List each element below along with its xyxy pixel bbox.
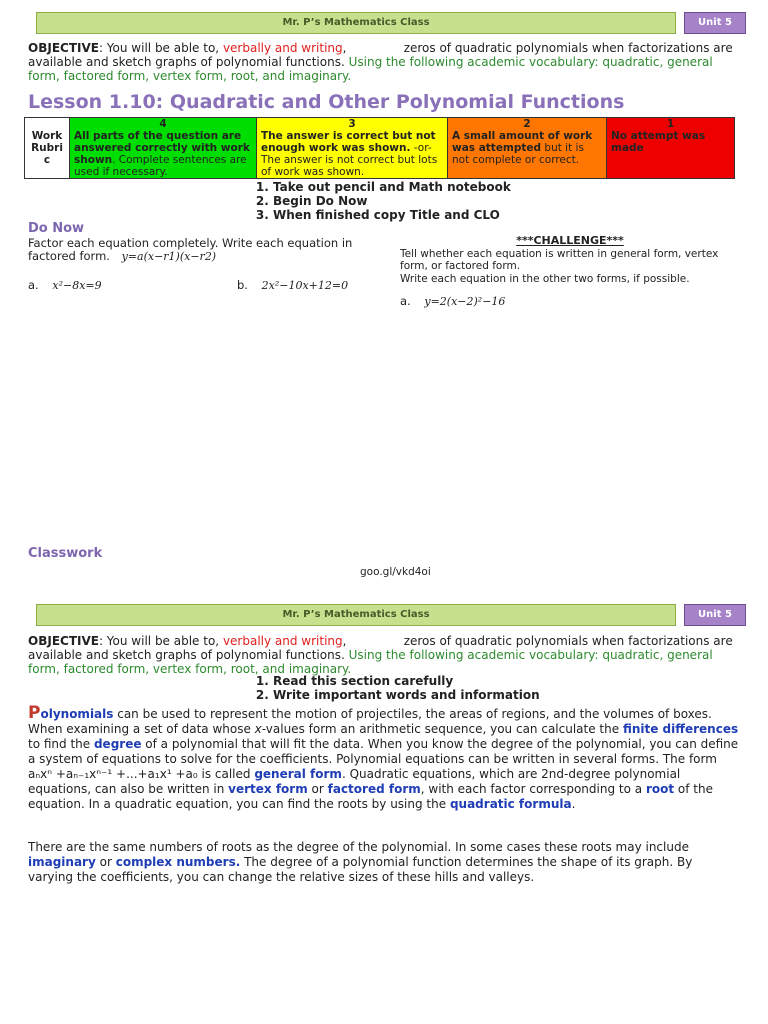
do-now-instructions <box>28 237 368 263</box>
unit-label: Unit 5 <box>698 609 732 620</box>
objective-vocabulary: Using the following academic vocabulary: quadratic, general form, factored form, vertex form, root, and imaginary. <box>28 648 713 676</box>
step-item: 2. Write important words and information <box>273 688 540 702</box>
rubric-text: . Complete sentences are used if necessary. <box>74 154 247 178</box>
paragraph-text: is called <box>197 767 255 781</box>
problem-b <box>237 279 348 292</box>
rubric-col-3 <box>257 118 448 179</box>
paragraph-text: . <box>571 797 576 811</box>
keyword: imaginary <box>28 855 96 869</box>
keyword: general form <box>254 767 342 781</box>
steps-list-1 <box>255 180 511 222</box>
rubric-bold: The answer is correct but not enough work was shown. <box>261 130 436 154</box>
paragraph-text: The degree of a polynomial function determines the shape of its graph. By varying the coefficients, you can change the relative sizes of these hills and valleys. <box>28 855 693 884</box>
objective-highlight: verbally and writing <box>222 634 343 648</box>
keyword: olynomials <box>40 707 114 721</box>
keyword: finite differences <box>622 722 739 736</box>
classwork-link[interactable]: goo.gl/vkd4oi <box>360 566 431 578</box>
class-title-banner <box>36 12 676 34</box>
paragraph-text: , with each factor corresponding to a <box>420 782 646 796</box>
work-rubric <box>24 117 735 179</box>
factored-form-equation: y=a(x−r1)(x−r2) <box>121 250 217 263</box>
classwork-heading: Classwork <box>28 546 103 561</box>
rubric-bold: A small amount of work was attempted <box>452 130 593 154</box>
rubric-col-1 <box>607 118 735 179</box>
step-item: 1. Read this section carefully <box>273 674 540 688</box>
paragraph-text: of the equation. In a quadratic equation, you can find the roots by using the <box>28 782 713 811</box>
lesson-title: Lesson 1.10: Quadratic and Other Polynomial Functions <box>28 91 625 113</box>
problem-label: a. <box>400 294 411 308</box>
keyword: root <box>645 782 675 796</box>
problem-label: b. <box>237 278 248 292</box>
objective-text: : You will be able to, <box>98 634 223 648</box>
rubric-col-2 <box>448 118 607 179</box>
paragraph-text: of a polynomial that will fit the data. When you know the degree of the polynomial, you can define a system of equations to solve for the coefficients. Polynomial equations can be written in several forms. The form <box>28 737 739 766</box>
objective-label: OBJECTIVE <box>28 41 99 55</box>
paragraph-text: to find the <box>28 737 94 751</box>
reading-paragraph-1 <box>28 703 740 812</box>
rubric-score: 3 <box>348 118 356 130</box>
step-item: 1. Take out pencil and Math notebook <box>273 180 511 194</box>
problem-equation: 2x²−10x+12=0 <box>261 279 349 292</box>
problem-a <box>28 279 102 292</box>
do-now-text: Factor each equation completely. Write each equation in factored form. <box>28 236 353 263</box>
challenge-line-2: Write each equation in the other two forms, if possible. <box>400 272 690 285</box>
keyword: degree <box>93 737 142 751</box>
paragraph-text: can be used to represent the motion of projectiles, the areas of regions, and the volumes of boxes. When examining a set of data whose <box>28 707 712 736</box>
objective-highlight: verbally and writing <box>222 41 343 55</box>
rubric-col-4 <box>70 118 257 179</box>
keyword: vertex form <box>228 782 308 796</box>
drop-initial: P <box>28 703 41 723</box>
rubric-bold: All parts of the question are answered correctly with work shown <box>74 130 250 166</box>
objective-2 <box>28 634 740 676</box>
objective <box>28 41 740 83</box>
rubric-score: 2 <box>523 118 531 130</box>
rubric-text: but it is not complete or correct. <box>452 142 584 166</box>
problem-equation: x²−8x=9 <box>52 279 102 292</box>
rubric-score: 4 <box>159 118 167 130</box>
step-item: 3. When finished copy Title and CLO <box>273 208 511 222</box>
reading-paragraph-2 <box>28 840 740 885</box>
paragraph-text: or <box>307 782 328 796</box>
paragraph-text: There are the same numbers of roots as the degree of the polynomial. In some cases these roots may include <box>28 840 689 854</box>
keyword: complex numbers. <box>115 855 241 869</box>
class-title-banner-2 <box>36 604 676 626</box>
rubric-text: -or- The answer is not correct but lots of work was shown. <box>261 142 438 178</box>
unit-label: Unit 5 <box>698 17 732 28</box>
challenge-title: ***CHALLENGE*** <box>516 234 624 247</box>
challenge-problem-a <box>400 295 740 309</box>
challenge-line-1: Tell whether each equation is written in general form, vertex form, or factored form. <box>400 247 719 272</box>
keyword: quadratic formula <box>449 797 572 811</box>
class-title: Mr. P’s Mathematics Class <box>282 17 430 28</box>
step-item: 2. Begin Do Now <box>273 194 511 208</box>
general-form-formula: aₙxⁿ +aₙ₋₁xⁿ⁻¹ +...+a₁x¹ +a₀ <box>28 767 198 781</box>
objective-vocabulary: Using the following academic vocabulary: quadratic, general form, factored form, vertex form, root, and imaginary. <box>28 55 713 83</box>
rubric-label: Work Rubri c <box>25 118 70 179</box>
objective-label: OBJECTIVE <box>28 634 99 648</box>
objective-text: : You will be able to, <box>98 41 223 55</box>
unit-badge <box>684 12 746 34</box>
challenge-box <box>400 235 740 309</box>
paragraph-text: -values form an arithmetic sequence, you can calculate the <box>261 722 623 736</box>
problem-label: a. <box>28 278 39 292</box>
do-now-heading: Do Now <box>28 221 85 236</box>
class-title: Mr. P’s Mathematics Class <box>282 609 430 620</box>
steps-list-2 <box>255 674 540 702</box>
rubric-score: 1 <box>666 118 675 130</box>
objective-text-2: , zeros of quadratic polynomials when factorizations are available and sketch graphs of polynomial functions. <box>28 634 733 662</box>
rubric-bold: No attempt was made <box>611 130 706 154</box>
variable: x <box>254 722 262 736</box>
problem-equation: y=2(x−2)²−16 <box>424 295 506 308</box>
unit-badge-2 <box>684 604 746 626</box>
paragraph-text: . Quadratic equations, which are 2nd-degree polynomial equations, can also be written in <box>28 767 681 796</box>
paragraph-text: or <box>95 855 116 869</box>
objective-text-2: , zeros of quadratic polynomials when factorizations are available and sketch graphs of polynomial functions. <box>28 41 733 69</box>
keyword: factored form <box>327 782 421 796</box>
